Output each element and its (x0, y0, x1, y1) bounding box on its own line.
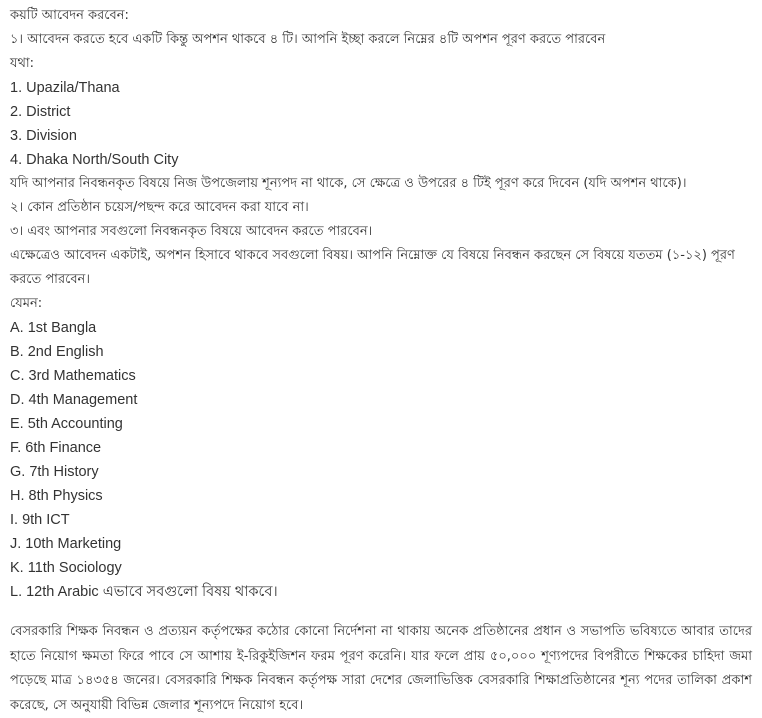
list-item: B. 2nd English (10, 344, 104, 360)
list-item: K. 11th Sociology (10, 560, 122, 576)
list-item: J. 10th Marketing (10, 536, 122, 552)
subject-list (10, 316, 752, 604)
list-item: L. 12th Arabic এভাবে সবগুলো বিষয় থাকবে। (10, 584, 278, 600)
list-item: D. 4th Management (10, 392, 138, 408)
list-item: H. 8th Physics (10, 488, 103, 504)
list-item: 2. District (10, 104, 71, 120)
list-item: 3. Division (10, 128, 77, 144)
section-heading: কয়টি আবেদন করবেন: (10, 8, 129, 23)
list-item: G. 7th History (10, 464, 99, 480)
rule-1: ১। আবেদন করতে হবে একটি কিন্তু অপশন থাকবে ৪ টি। আপনি ইচ্ছা করলে নিম্নের ৪টি অপশন পূরণ করতে পারবেন (10, 32, 606, 47)
example-label: যেমন: (10, 296, 43, 311)
list-item: I. 9th ICT (10, 512, 70, 528)
closing-paragraph: বেসরকারি শিক্ষক নিবন্ধন ও প্রত্যয়ন কর্তৃপক্ষের কঠোর কোনো নির্দেশনা না থাকায় অনেক প্রতিষ্ঠানের প্রধান ও সভাপতি ভবিষ্যতে আবার তাদের হাতে নিয়োগ ক্ষমতা ফিরে পাবে সে আশায় ই-রিকুইজিশন ফরম পূরণ করেনি। যার ফলে প্রায় ৫০,০০০ শূণ্যপদের বিপরীতে শিক্ষকের চাহিদা জমা পড়েছে মাত্র ১৪৩৫৪ জনের। বেসরকারি শিক্ষক নিবন্ধন কর্তৃপক্ষ সারা দেশের জেলাভিত্তিক বেসরকারি শিক্ষাপ্রতিষ্ঠানের শূন্য পদের তালিকা প্রকাশ করেছে, সে অনুযায়ী বিভিন্ন জেলার শূন্যপদে নিয়োগ হবে। (10, 624, 752, 713)
list-item: E. 5th Accounting (10, 416, 123, 432)
note-subjects: এক্ষেত্রেও আবেদন একটাই, অপশন হিসাবে থাকবে সবগুলো বিষয়। আপনি নিম্নোক্ত যে বিষয়ে নিবন্ধন করছেন সে বিষয়ে যততম (১-১২) পূরণ করতে পারবেন। (10, 248, 735, 287)
list-item: C. 3rd Mathematics (10, 368, 136, 384)
list-item: 1. Upazila/Thana (10, 80, 120, 96)
option-list (10, 76, 752, 172)
list-item: 4. Dhaka North/South City (10, 152, 179, 168)
list-item: A. 1st Bangla (10, 320, 97, 336)
example-label: যথা: (10, 56, 35, 71)
rule-3: ৩। এবং আপনার সবগুলো নিবন্ধনকৃত বিষয়ে আবেদন করতে পারবেন। (10, 224, 373, 239)
note-vacancy: যদি আপনার নিবন্ধনকৃত বিষয়ে নিজ উপজেলায় শূন্যপদ না থাকে, সে ক্ষেত্রে ও উপরের ৪ টিই পূরণ করে দিবেন (যদি অপশন থাকে)। (10, 176, 687, 191)
rule-2: ২। কোন প্রতিষ্ঠান চয়েস/পছন্দ করে আবেদন করা যাবে না। (10, 200, 309, 215)
list-item: F. 6th Finance (10, 440, 102, 456)
